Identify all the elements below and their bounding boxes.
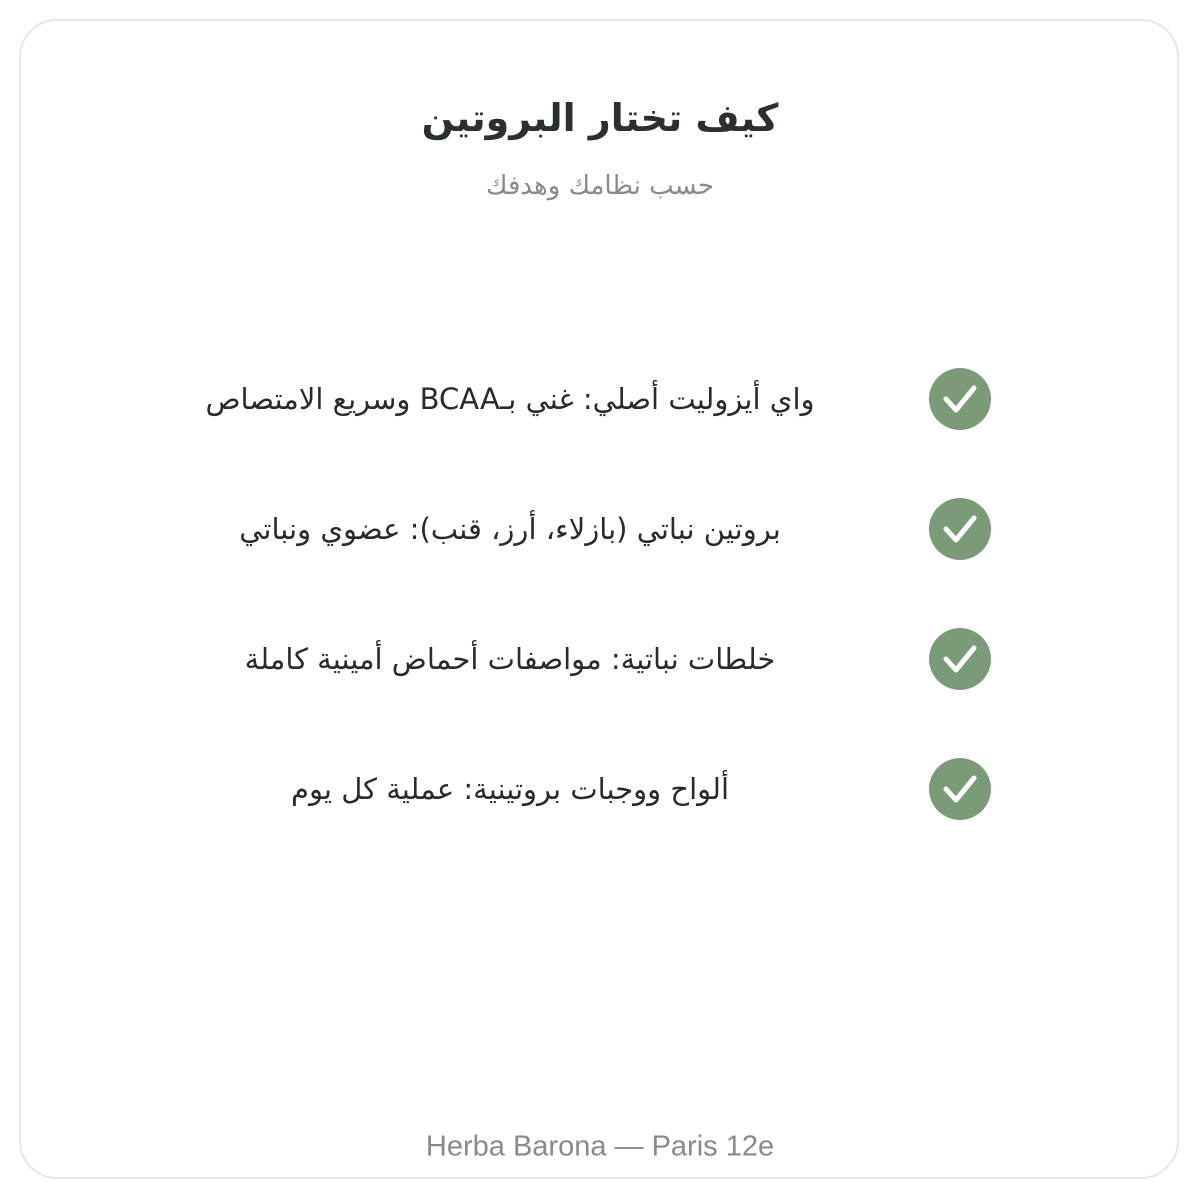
check-circle-icon — [929, 498, 991, 560]
list-item-text: خلطات نباتية: مواصفات أحماض أمينية كاملة — [244, 642, 776, 676]
list-item — [140, 627, 1000, 691]
page-title: كيف تختار البروتين — [421, 96, 779, 140]
footer-brand: Herba Barona — Paris 12e — [425, 1130, 775, 1163]
list-item-text: ألواح ووجبات بروتينية: عملية كل يوم — [290, 772, 730, 806]
list-item — [140, 497, 1000, 561]
list-item — [140, 367, 1000, 431]
check-circle-icon — [929, 758, 991, 820]
check-circle-icon — [929, 628, 991, 690]
page-subtitle: حسب نظامك وهدفك — [486, 171, 714, 201]
list-item-text: واي أيزوليت أصلي: غني بـBCAA وسريع الامتصاص — [205, 382, 815, 416]
list-item-text: بروتين نباتي (بازلاء، أرز، قنب): عضوي ونباتي — [239, 512, 781, 546]
list-item — [140, 757, 1000, 821]
check-circle-icon — [929, 368, 991, 430]
